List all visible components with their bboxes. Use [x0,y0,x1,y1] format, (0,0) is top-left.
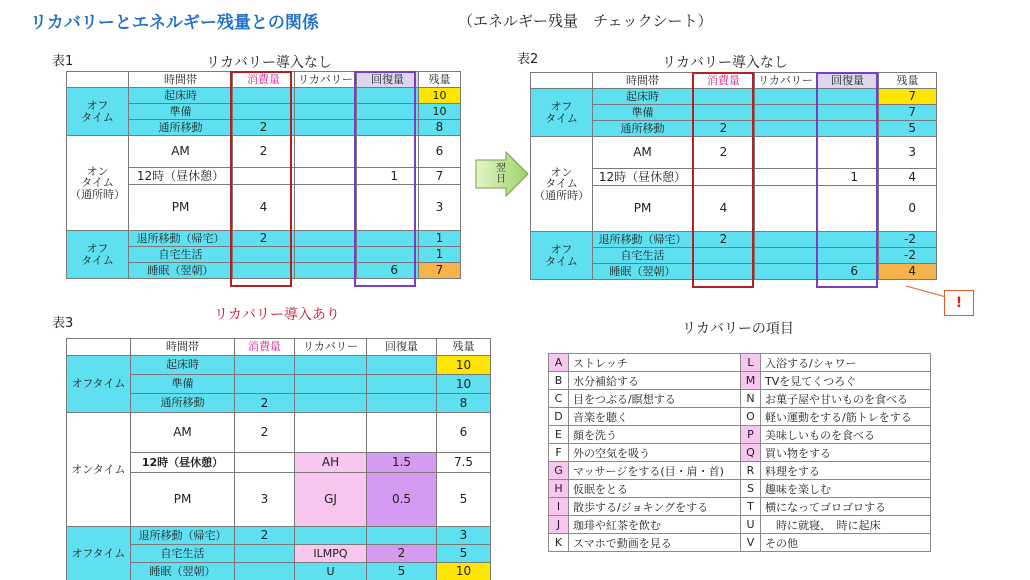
table-cell: 4 [879,169,937,186]
table-cell [235,453,295,473]
table-cell: 2 [235,394,295,413]
table-cell [817,232,879,248]
item-text: 趣味を楽しむ [761,480,931,498]
table-cell: 5 [437,545,491,563]
table-cell [295,356,367,375]
table-cell [755,248,817,264]
table-cell: 準備 [131,375,235,394]
table-cell: AM [129,136,233,168]
table2-header-remaining: 残量 [879,73,937,89]
list-item [549,444,931,462]
table-row [531,89,937,105]
table-cell [693,89,755,105]
table-row [67,88,461,104]
table-cell: AH [295,453,367,473]
table1-header-consumption: 消費量 [233,72,295,88]
table-cell [755,232,817,248]
table-cell: 12時（昼休憩） [129,168,233,185]
table-cell: 7 [419,263,461,279]
table3-header-time: 時間帯 [131,339,235,356]
item-letter: V [741,534,761,552]
table-cell: 睡眠（翌朝） [131,563,235,580]
item-letter: F [549,444,569,462]
table-cell [295,375,367,394]
table-cell: 退所移動（帰宅） [593,232,693,248]
table-cell: 12時（昼休憩） [131,453,235,473]
table2-header-consumption: 消費量 [693,73,755,89]
item-letter: N [741,390,761,408]
table-cell: 10 [437,375,491,394]
table-cell [357,88,419,104]
item-text: 外の空気を吸う [569,444,741,462]
table-cell [755,105,817,121]
table-cell: PM [129,185,233,231]
table3-header-blank [67,339,131,356]
table-cell [817,248,879,264]
table-cell: 自宅生活 [593,248,693,264]
table-cell [817,121,879,137]
table-cell: PM [131,473,235,527]
item-text: 時に就寝、 時に起床 [761,516,931,534]
list-item [549,372,931,390]
table-cell: 2 [693,232,755,248]
table-cell [693,169,755,186]
item-letter: I [549,498,569,516]
table-cell: 退所移動（帰宅） [131,527,235,545]
table-cell [367,394,437,413]
table-cell [817,89,879,105]
item-text: お菓子屋や甘いものを食べる [761,390,931,408]
item-letter: L [741,354,761,372]
table-cell: 8 [437,394,491,413]
list-item [549,408,931,426]
table-cell [357,231,419,247]
table3-group-off1: オフタイム [67,356,131,413]
table-cell: 3 [437,527,491,545]
item-text: TVを見てくつろぐ [761,372,931,390]
alert-connector [906,285,948,299]
table-cell: 2 [233,136,295,168]
table-cell [755,89,817,105]
table2 [530,72,937,280]
table-cell [357,120,419,136]
table-cell: 1 [817,169,879,186]
table-cell: 5 [437,473,491,527]
table-cell: 通所移動 [129,120,233,136]
recovery-items-title: リカバリーの項目 [682,321,794,337]
table2-group-off2: オフ タイム [531,232,593,280]
table2-caption: リカバリー導入なし [662,55,788,71]
table-cell: 1 [357,168,419,185]
table-cell [295,168,357,185]
table-cell [233,263,295,279]
table-cell: 10 [419,104,461,120]
recovery-items-table [548,353,931,552]
table1-header-time: 時間帯 [129,72,233,88]
table-cell: 5 [879,121,937,137]
list-item [549,516,931,534]
table-cell [233,168,295,185]
table1 [66,71,461,279]
table-cell [357,247,419,263]
table-cell: 2 [367,545,437,563]
table-cell: 7 [419,168,461,185]
table-cell: 3 [879,137,937,169]
table-cell: 1 [419,231,461,247]
table-cell: 自宅生活 [131,545,235,563]
table-cell: 4 [879,264,937,280]
table1-header-recovery: リカバリー [295,72,357,88]
table-cell: 0 [879,186,937,232]
table-row [531,232,937,248]
item-text: その他 [761,534,931,552]
next-day-label: 翌 日 [496,163,506,185]
table-cell [367,375,437,394]
table3-header-recovery: リカバリー [295,339,367,356]
item-letter: B [549,372,569,390]
table-cell [295,88,357,104]
table-cell [233,104,295,120]
table-cell [367,413,437,453]
table2-group-on: オン タイム （通所時） [531,137,593,232]
item-letter: H [549,480,569,498]
item-letter: P [741,426,761,444]
item-letter: T [741,498,761,516]
table1-caption: リカバリー導入なし [206,55,332,71]
table-cell: 7 [879,89,937,105]
item-letter: J [549,516,569,534]
item-letter: A [549,354,569,372]
table-cell: 3 [419,185,461,231]
table-cell: 7 [879,105,937,121]
table-cell [693,105,755,121]
table-row [67,473,491,527]
table-cell: AM [593,137,693,169]
item-text: 音楽を聴く [569,408,741,426]
table2-group-off1: オフ タイム [531,89,593,137]
table-cell: 6 [357,263,419,279]
table-cell: 1 [419,247,461,263]
table1-group-on: オン タイム （通所時） [67,136,129,231]
table-cell [817,186,879,232]
table-cell: 2 [235,527,295,545]
list-item [549,498,931,516]
page-subtitle: （エネルギー残量 チェックシート） [458,12,713,30]
item-letter: O [741,408,761,426]
table-cell: 0.5 [367,473,437,527]
table-cell: 通所移動 [131,394,235,413]
table-row [67,545,491,563]
table-cell: 睡眠（翌朝） [129,263,233,279]
table-cell: 4 [693,186,755,232]
item-letter: E [549,426,569,444]
list-item [549,426,931,444]
table-cell [295,527,367,545]
item-letter: D [549,408,569,426]
table-cell [755,121,817,137]
table3-header-consumption: 消費量 [235,339,295,356]
table-cell [295,263,357,279]
table-cell: 12時（昼休憩） [593,169,693,186]
table-cell [755,186,817,232]
table-cell: 7.5 [437,453,491,473]
table1-header-amount: 回復量 [357,72,419,88]
table-row [531,137,937,169]
table-row [67,231,461,247]
table-cell: -2 [879,232,937,248]
table-cell: 4 [233,185,295,231]
table-cell: 6 [817,264,879,280]
table-row [67,453,491,473]
table-cell: 1.5 [367,453,437,473]
table-cell: PM [593,186,693,232]
table-cell: 2 [233,231,295,247]
list-item [549,534,931,552]
table-cell [817,105,879,121]
table-cell [357,104,419,120]
table-row [67,563,491,580]
item-letter: G [549,462,569,480]
table-cell [295,136,357,168]
table1-group-off2: オフ タイム [67,231,129,279]
item-letter: M [741,372,761,390]
table3 [66,338,491,580]
table-cell: 2 [693,121,755,137]
table-cell [755,137,817,169]
list-item [549,462,931,480]
table3-header-remaining: 残量 [437,339,491,356]
table2-header-time: 時間帯 [593,73,693,89]
item-text: 軽い運動をする/筋トレをする [761,408,931,426]
table-cell: 10 [437,563,491,580]
table-cell [233,247,295,263]
table3-label: 表3 [52,316,74,331]
table-cell [235,545,295,563]
table3-group-off2: オフタイム [67,527,131,580]
table-cell [367,527,437,545]
table-cell: 通所移動 [593,121,693,137]
table1-group-off1: オフ タイム [67,88,129,136]
table-cell: U [295,563,367,580]
table-cell: 6 [437,413,491,453]
item-text: ストレッチ [569,354,741,372]
table-cell [755,264,817,280]
table-cell: 自宅生活 [129,247,233,263]
table2-header-recovery: リカバリー [755,73,817,89]
table2-label: 表2 [517,52,539,67]
item-text: 珈琲や紅茶を飲む [569,516,741,534]
table-cell: 2 [693,137,755,169]
list-item [549,480,931,498]
table-cell [295,231,357,247]
table-cell [367,356,437,375]
table3-header-amount: 回復量 [367,339,437,356]
table-cell [295,394,367,413]
table-cell: 10 [419,88,461,104]
table-cell: 3 [235,473,295,527]
page-title: リカバリーとエネルギー残量との関係 [30,13,319,33]
table-cell: 起床時 [129,88,233,104]
table-cell: AM [131,413,235,453]
item-text: 料理をする [761,462,931,480]
table-cell [817,137,879,169]
table-row [67,527,491,545]
table1-label: 表1 [52,54,74,69]
item-letter: R [741,462,761,480]
table2-header-amount: 回復量 [817,73,879,89]
item-text: 入浴する/シャワー [761,354,931,372]
item-text: 目をつぶる/瞑想する [569,390,741,408]
table3-group-on: オンタイム [67,413,131,527]
table-cell: 2 [235,413,295,453]
table-cell: 睡眠（翌朝） [593,264,693,280]
table-cell [295,120,357,136]
table-cell [295,413,367,453]
item-text: 美味しいものを食べる [761,426,931,444]
table-cell [235,356,295,375]
item-letter: S [741,480,761,498]
table-cell [233,88,295,104]
item-letter: C [549,390,569,408]
table-cell: 起床時 [131,356,235,375]
table-cell: -2 [879,248,937,264]
item-text: 買い物をする [761,444,931,462]
table-row [67,136,461,168]
table-cell: 起床時 [593,89,693,105]
alert-badge: ! [944,290,974,316]
table-cell: 10 [437,356,491,375]
list-item [549,390,931,408]
table-cell [693,248,755,264]
table-cell [357,185,419,231]
table-row [67,375,491,394]
table-cell [357,136,419,168]
table-cell: 2 [233,120,295,136]
table1-header-remaining: 残量 [419,72,461,88]
table-row [67,413,491,453]
item-letter: K [549,534,569,552]
table-cell [755,169,817,186]
item-text: 散歩する/ジョキングをする [569,498,741,516]
item-text: 仮眠をとる [569,480,741,498]
table-cell: 準備 [593,105,693,121]
item-text: マッサージをする(目・肩・首) [569,462,741,480]
table-row [67,394,491,413]
table1-header-blank [67,72,129,88]
table-cell [235,375,295,394]
table-cell: 退所移動（帰宅） [129,231,233,247]
table-cell: 8 [419,120,461,136]
table-cell: 5 [367,563,437,580]
item-text: 水分補給する [569,372,741,390]
item-letter: Q [741,444,761,462]
item-text: 顔を洗う [569,426,741,444]
table-cell [295,185,357,231]
item-text: 横になってゴロゴロする [761,498,931,516]
table-cell: ILMPQ [295,545,367,563]
list-item [549,354,931,372]
table-cell [235,563,295,580]
table-cell [295,247,357,263]
table-cell: GJ [295,473,367,527]
item-text: スマホで動画を見る [569,534,741,552]
table-cell [295,104,357,120]
item-letter: U [741,516,761,534]
table-cell [693,264,755,280]
table-cell: 6 [419,136,461,168]
table-row [67,356,491,375]
table3-caption: リカバリー導入あり [214,307,340,323]
table2-header-blank [531,73,593,89]
table-cell: 準備 [129,104,233,120]
